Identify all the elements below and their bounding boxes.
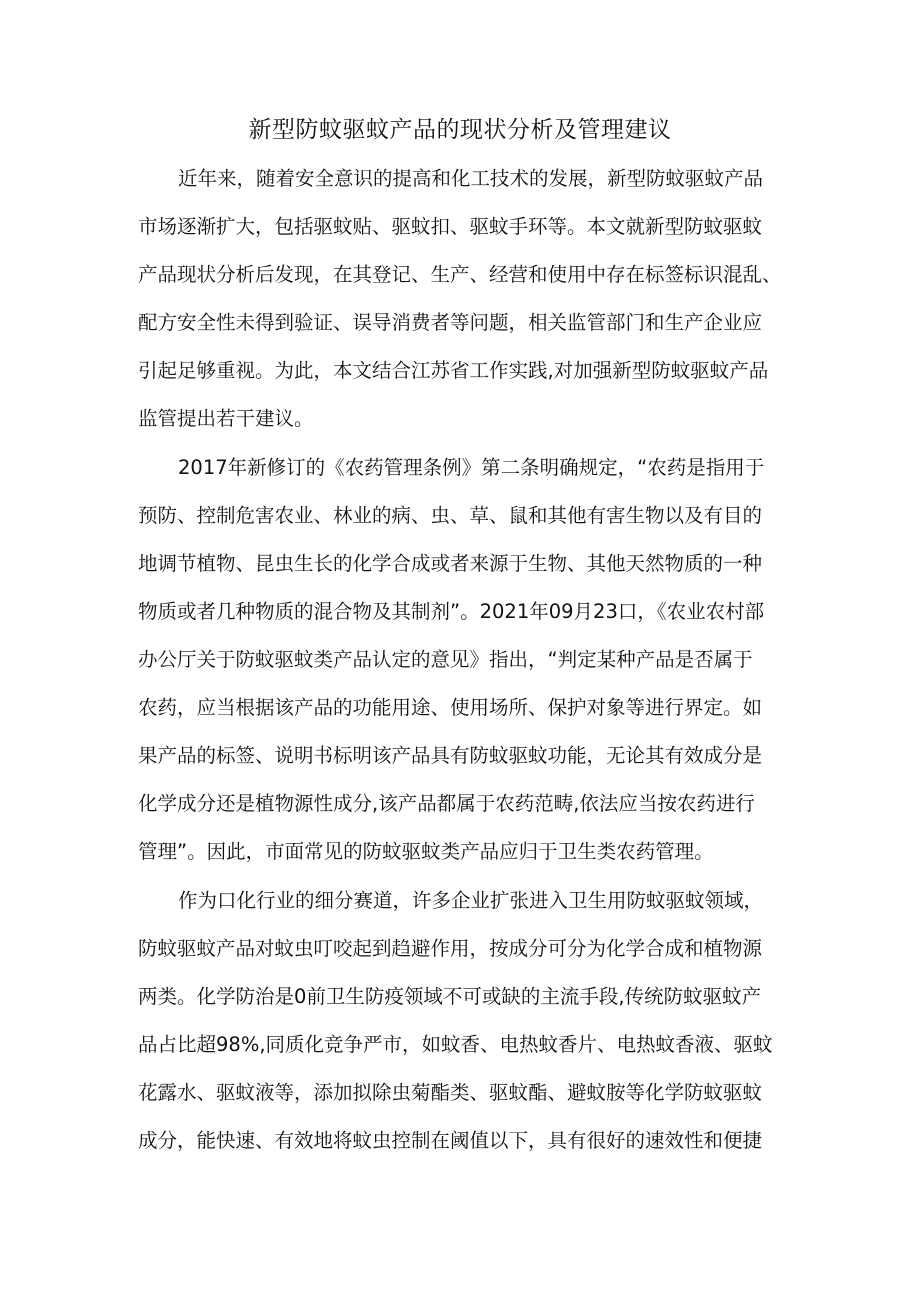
text-line: 监管提出若干建议。	[138, 407, 314, 430]
document-title: 新型防蚊驱蚊产品的现状分析及管理建议	[248, 117, 672, 143]
text-line: 农药，应当根据该产品的功能用途、使用场所、保护对象等进行界定。如	[138, 696, 763, 719]
text-line: 作为口化行业的细分赛道，许多企业扩张进入卫生用防蚊驱蚊领域，	[178, 889, 764, 912]
text-line: 配方安全性未得到验证、误导消费者等问题，相关监管部门和生产企业应	[138, 311, 763, 334]
text-line: 引起足够重视。为此，本文结合江苏省工作实践,对加强新型防蚊驱蚊产品	[138, 359, 769, 382]
text-line: 市场逐渐扩大，包括驱蚊贴、驱蚊扣、驱蚊手环等。本文就新型防蚊驱蚊	[138, 215, 763, 238]
text-line: 果产品的标签、说明书标明该产品具有防蚊驱蚊功能，无论其有效成分是	[138, 744, 763, 767]
text-line: 近年来，随着安全意识的提高和化工技术的发展，新型防蚊驱蚊产品	[178, 167, 764, 190]
text-line: 办公厅关于防蚊驱蚊类产品认定的意见》指出，“判定某种产品是否属于	[138, 648, 753, 671]
text-line: 化学成分还是植物源性成分,该产品都属于农药范畴,依法应当按农药进行	[138, 792, 755, 815]
text-line: 两类。化学防治是0前卫生防疫领域不可或缺的主流手段,传统防蚊驱蚊产	[138, 985, 762, 1008]
text-line: 产品现状分析后发现，在其登记、生产、经营和使用中存在标签标识混乱、	[138, 263, 782, 286]
text-line: 成分，能快速、有效地将蚊虫控制在阈值以下，具有很好的速效性和便捷	[138, 1129, 763, 1152]
text-line: 防蚊驱蚊产品对蚊虫叮咬起到趋避作用，按成分可分为化学合成和植物源	[138, 937, 763, 960]
text-line: 花露水、驱蚊液等，添加拟除虫菊酯类、驱蚊酯、避蚊胺等化学防蚊驱蚊	[138, 1081, 763, 1104]
text-line: 地调节植物、昆虫生长的化学合成或者来源于生物、其他天然物质的一种	[138, 552, 763, 575]
text-line: 预防、控制危害农业、林业的病、虫、草、鼠和其他有害生物以及有目的	[138, 504, 763, 527]
text-line: 品占比超98%,同质化竞争严市，如蚊香、电热蚊香片、电热蚊香液、驱蚊	[138, 1033, 773, 1056]
text-line: 2017年新修订的《农药管理条例》第二条明确规定，“农药是指用于	[178, 456, 765, 479]
text-line: 物质或者几种物质的混合物及其制剂”。2021年09月23口，《农业农村部	[138, 600, 765, 623]
text-line: 管理”。因此，市面常见的防蚊驱蚊类产品应归于卫生类农药管理。	[138, 840, 714, 863]
